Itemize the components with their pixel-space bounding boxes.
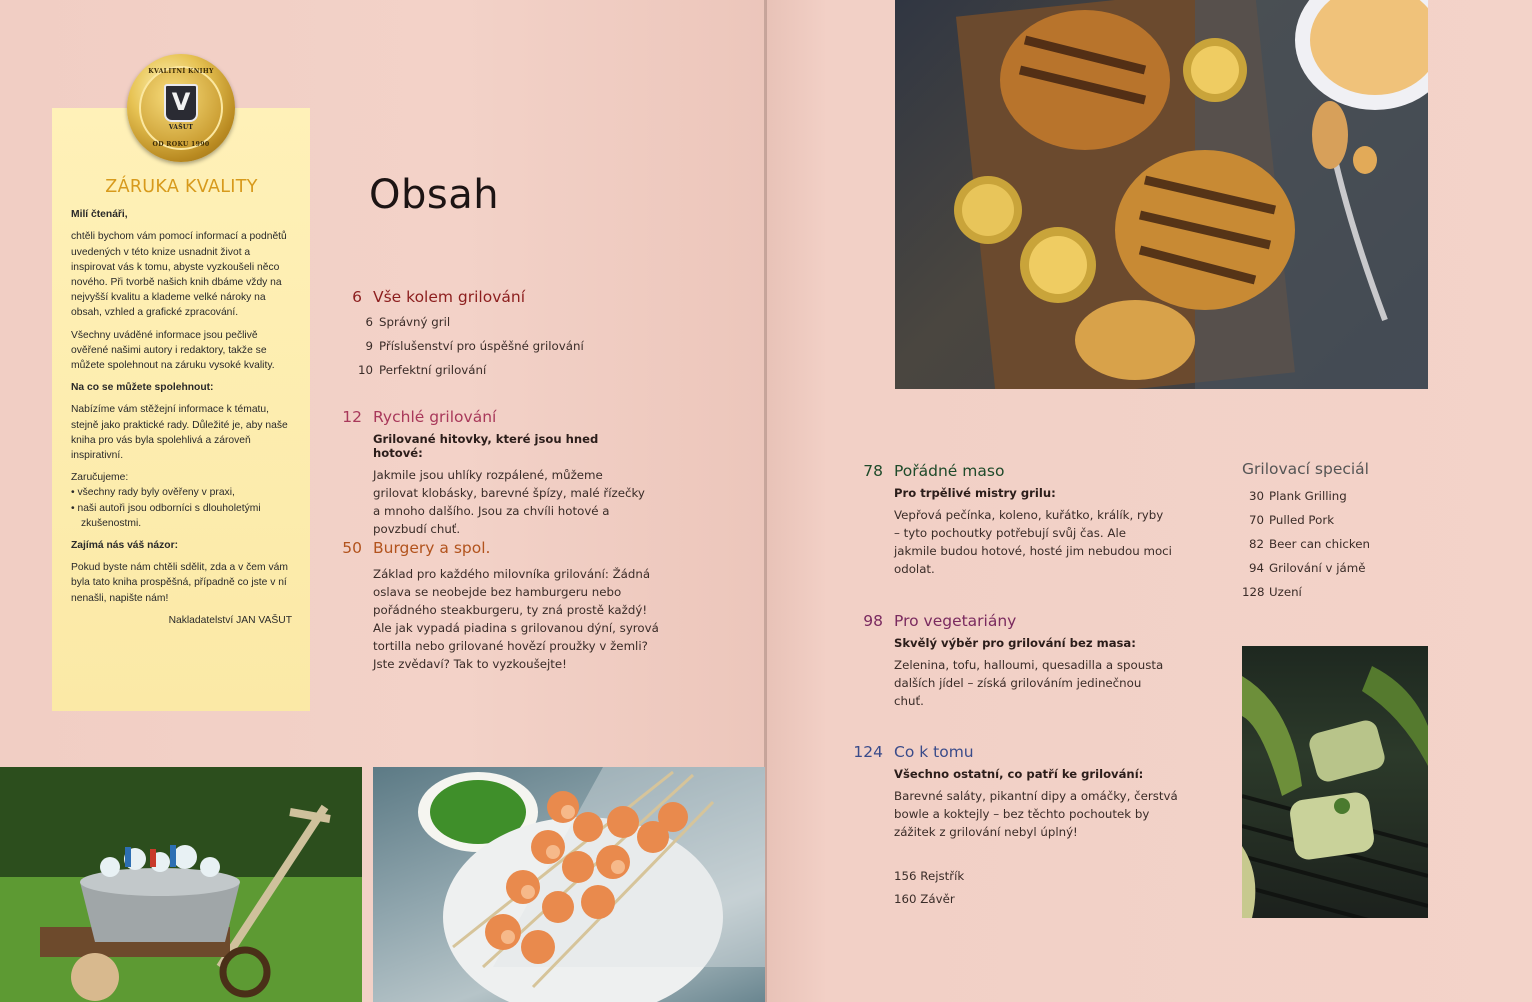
section-title: Pořádné maso xyxy=(894,462,1005,480)
section-subtitle: Pro trpělivé mistry grilu: xyxy=(894,486,1056,500)
subitem-title: Správný gril xyxy=(379,315,451,329)
toc-extras xyxy=(894,869,964,915)
quality-guarantee-box xyxy=(52,108,310,711)
toc-subitems xyxy=(331,310,584,382)
toc-section-heading[interactable] xyxy=(331,408,651,426)
toc-section-co-k-tomu xyxy=(852,743,1182,841)
guarantee-item: • všechny rady byly ověřeny v praxi, xyxy=(71,487,235,499)
section-title: Vše kolem grilování xyxy=(373,288,526,306)
toc-section-burgery xyxy=(331,539,661,673)
section-page-number: 78 xyxy=(863,462,883,480)
seal-brand: VAŠUT xyxy=(168,124,194,131)
toc-section-heading[interactable] xyxy=(852,743,1182,761)
section-title: Rychlé grilování xyxy=(373,408,497,426)
section-description: Jakmile jsou uhlíky rozpálené, můžeme grilovat klobásky, barevné špízy, malé řízečky a mnoho dalšího. Jsou za chvíli hotové a povzbudí chuť. xyxy=(373,468,645,536)
extra-page: 160 xyxy=(894,892,917,906)
publisher-signature: Nakladatelství JAN VAŠUT xyxy=(168,614,292,626)
toc-section-rychle xyxy=(331,408,651,538)
section-description: Barevné saláty, pikantní dipy a omáčky, čerstvá bowle a koktejly – bez těchto pochoutek by zážitek z grilování nebyl úplný! xyxy=(894,789,1178,839)
section-description: Základ pro každého milovníka grilování: Žádná oslava se neobejde bez hamburgeru nebo pořádného steakburgeru, ty zná prostě každý! Ale jak vypadá piadina s grilovanou dýní, syrová tortilla nebo grilované hovězí proužky v žemli? Jste zvědaví? Tak to vyzkoušejte! xyxy=(373,567,659,671)
toc-subitem[interactable] xyxy=(331,310,584,334)
quality-paragraph-1: chtěli bychom vám pomocí informací a podnětů uvedených v této knize usnadnit život a inspirovat vás k tomu, abyste vyzkoušeli něco nového. Při tvorbě našich knih dbáme vždy na nejvyšší kvalitu a klademe velké nároky na obsah, vzhled a grafické zpracování. xyxy=(71,231,287,319)
toc-extra-item[interactable] xyxy=(894,892,964,915)
photo-grilled-zucchini xyxy=(1242,646,1428,918)
special-item[interactable] xyxy=(1242,580,1370,604)
toc-subitem[interactable] xyxy=(331,358,584,382)
special-page: 128 xyxy=(1242,585,1265,599)
special-item[interactable] xyxy=(1242,508,1370,532)
quality-paragraph-3: Nabízíme vám stěžejní informace k tématu, stejně jako praktické rady. Důležité je, aby naše kniha pro vás byla spolehlivá a zároveň inspirativní. xyxy=(71,404,288,462)
guarantee-label: Zaručujeme: xyxy=(71,472,129,484)
toc-section-heading[interactable] xyxy=(852,462,1172,480)
section-description: Vepřová pečínka, koleno, kuřátko, králík, ryby – tyto pochoutky potřebují svůj čas. Ale jakmile budou hotové, hosté jim nebudou moci odolat. xyxy=(894,508,1172,576)
extra-title: Závěr xyxy=(920,892,955,906)
special-title-item: Uzení xyxy=(1269,585,1302,599)
special-item[interactable] xyxy=(1242,484,1370,508)
quality-paragraph-2: Všechny uváděné informace jsou pečlivě ověřené našimi autory i redaktory, takže se můžete spolehnout na záruku vysoké kvality. xyxy=(71,329,275,372)
seal-top-text: KVALITNÍ KNIHY xyxy=(148,68,214,75)
extra-page: 156 xyxy=(894,869,917,883)
quality-heading: ZÁRUKA KVALITY xyxy=(105,177,258,197)
special-page: 70 xyxy=(1248,513,1264,527)
section-subtitle: Grilované hitovky, které jsou hned hotové: xyxy=(373,432,599,460)
special-page: 82 xyxy=(1248,537,1264,551)
special-title-item: Pulled Pork xyxy=(1269,513,1335,527)
subitem-page: 9 xyxy=(365,339,373,353)
section-subtitle: Skvělý výběr pro grilování bez masa: xyxy=(894,636,1136,650)
section-subtitle: Všechno ostatní, co patří ke grilování: xyxy=(894,767,1144,781)
special-item[interactable] xyxy=(1242,532,1370,556)
section-title: Burgery a spol. xyxy=(373,539,491,557)
greeting: Milí čtenáři, xyxy=(71,209,128,221)
section-page-number: 98 xyxy=(863,612,883,630)
grilling-special-box xyxy=(1242,460,1370,604)
subitem-title: Příslušenství pro úspěšné grilování xyxy=(379,339,584,353)
section-title: Co k tomu xyxy=(894,743,974,761)
toc-extra-item[interactable] xyxy=(894,869,964,892)
special-title-item: Plank Grilling xyxy=(1269,489,1347,503)
section-title: Pro vegetariány xyxy=(894,612,1017,630)
special-title-item: Grilování v jámě xyxy=(1269,561,1366,575)
photo-shrimp-skewers xyxy=(373,767,765,1002)
toc-section-heading[interactable] xyxy=(852,612,1172,630)
section-description: Zelenina, tofu, halloumi, quesadilla a spousta dalších jídel – získá grilováním jedinečnou chuť. xyxy=(894,658,1164,708)
special-title-item: Beer can chicken xyxy=(1269,537,1371,551)
subitem-title: Perfektní grilování xyxy=(379,363,487,377)
subitem-page: 10 xyxy=(357,363,373,377)
extra-title: Rejstřík xyxy=(920,869,965,883)
section-page-number: 124 xyxy=(853,743,883,761)
toc-section-maso xyxy=(852,462,1172,578)
toc-section-vse-kolem xyxy=(331,288,584,382)
quality-question-2: Zajímá nás váš názor: xyxy=(71,540,179,552)
quality-question-1: Na co se můžete spolehnout: xyxy=(71,382,214,394)
toc-section-vegetariany xyxy=(852,612,1172,710)
seal-shield: V xyxy=(164,84,198,122)
seal-bottom-text: OD ROKU 1990 xyxy=(152,141,210,148)
section-page-number: 6 xyxy=(352,288,362,306)
guarantee-list xyxy=(71,485,292,531)
subitem-page: 6 xyxy=(365,315,373,329)
toc-title: Obsah xyxy=(369,172,500,218)
section-page-number: 12 xyxy=(342,408,362,426)
special-page: 94 xyxy=(1248,561,1264,575)
photo-grilled-chicken xyxy=(895,0,1428,389)
toc-section-heading[interactable] xyxy=(331,539,661,557)
quality-seal-logo xyxy=(127,54,235,162)
special-item[interactable] xyxy=(1242,556,1370,580)
special-title: Grilovací speciál xyxy=(1242,460,1369,478)
toc-subitem[interactable] xyxy=(331,334,584,358)
quality-paragraph-4: Pokud byste nám chtěli sdělit, zda a v čem vám byla tato kniha prospěšná, případně co jste v ní nenašli, napište nám! xyxy=(71,562,288,604)
toc-section-heading[interactable] xyxy=(331,288,584,306)
photo-ice-bucket-cart xyxy=(0,767,362,1002)
special-page: 30 xyxy=(1248,489,1264,503)
section-page-number: 50 xyxy=(342,539,362,557)
guarantee-item: • naši autoři jsou odborníci s dlouholetými zkušenostmi. xyxy=(71,502,261,529)
